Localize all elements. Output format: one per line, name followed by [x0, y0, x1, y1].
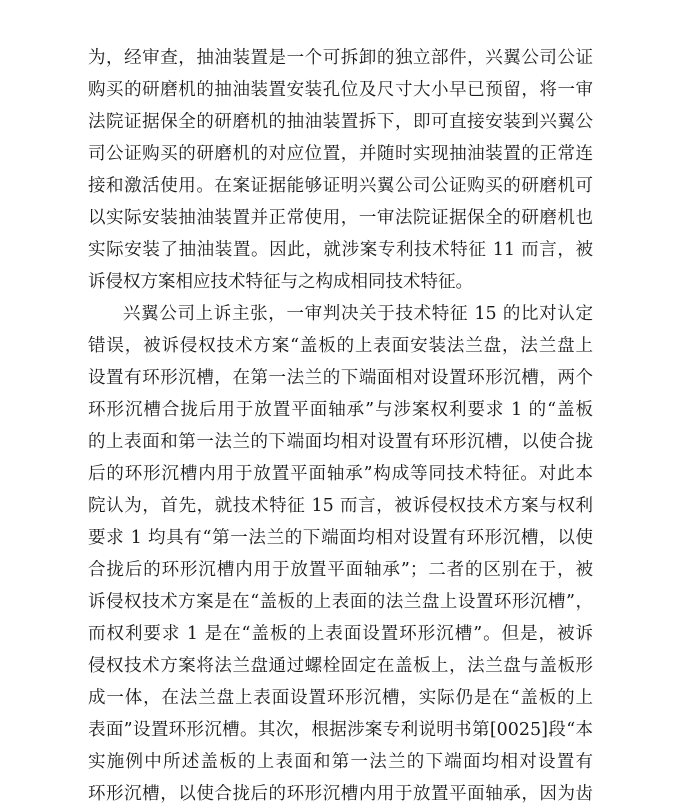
- text-line: 成一体，在法兰盘上表面设置环形沉槽，实际仍是在“盖板的上: [88, 688, 593, 708]
- text-line: 表面”设置环形沉槽。其次，根据涉案专利说明书第[0025]段“本: [88, 720, 593, 740]
- text-line: 法院证据保全的研磨机的抽油装置拆下，即可直接安装到兴翼公: [88, 112, 593, 132]
- text-line: 合拢后的环形沉槽内用于放置平面轴承”；二者的区别在于，被: [88, 560, 593, 580]
- text-line: 诉侵权技术方案是在“盖板的上表面的法兰盘上设置环形沉槽”，: [88, 592, 593, 612]
- text-line: 购买的研磨机的抽油装置安装孔位及尺寸大小早已预留，将一审: [88, 80, 593, 100]
- text-line: 要求 1 均具有“第一法兰的下端面均相对设置有环形沉槽，以使: [88, 528, 593, 548]
- text-line: 以实际安装抽油装置并正常使用，一审法院证据保全的研磨机也: [88, 208, 593, 228]
- text-line: 环形沉槽合拢后用于放置平面轴承”与涉案权利要求 1 的“盖板: [88, 400, 593, 420]
- text-line: 接和激活使用。在案证据能够证明兴翼公司公证购买的研磨机可: [88, 176, 593, 196]
- text-line: 设置有环形沉槽，在第一法兰的下端面相对设置环形沉槽，两个: [88, 368, 593, 388]
- text-line: 的上表面和第一法兰的下端面均相对设置有环形沉槽，以使合拢: [88, 432, 593, 452]
- text-line: 错误，被诉侵权技术方案“盖板的上表面安装法兰盘，法兰盘上: [88, 336, 593, 356]
- text-line: 司公证购买的研磨机的对应位置，并随时实现抽油装置的正常连: [88, 144, 593, 164]
- text-line: 而权利要求 1 是在“盖板的上表面设置环形沉槽”。但是，被诉: [88, 624, 593, 644]
- text-line: 诉侵权方案相应技术特征与之构成相同技术特征。: [88, 272, 473, 292]
- text-line: 实施例中所述盖板的上表面和第一法兰的下端面均相对设置有: [88, 752, 593, 772]
- text-line: 侵权技术方案将法兰盘通过螺栓固定在盖板上，法兰盘与盖板形: [88, 656, 593, 676]
- paragraph-first-line: 兴翼公司上诉主张，一审判决关于技术特征 15 的比对认定: [123, 304, 593, 324]
- text-line: 实际安装了抽油装置。因此，就涉案专利技术特征 11 而言，被: [88, 240, 593, 260]
- text-line: 院认为，首先，就技术特征 15 而言，被诉侵权技术方案与权利: [88, 496, 593, 516]
- text-line: 环形沉槽，以使合拢后的环形沉槽内用于放置平面轴承，因为齿: [88, 784, 593, 804]
- text-line: 为，经审查，抽油装置是一个可拆卸的独立部件，兴翼公司公证: [88, 48, 593, 68]
- text-line: 后的环形沉槽内用于放置平面轴承”构成等同技术特征。对此本: [88, 464, 593, 484]
